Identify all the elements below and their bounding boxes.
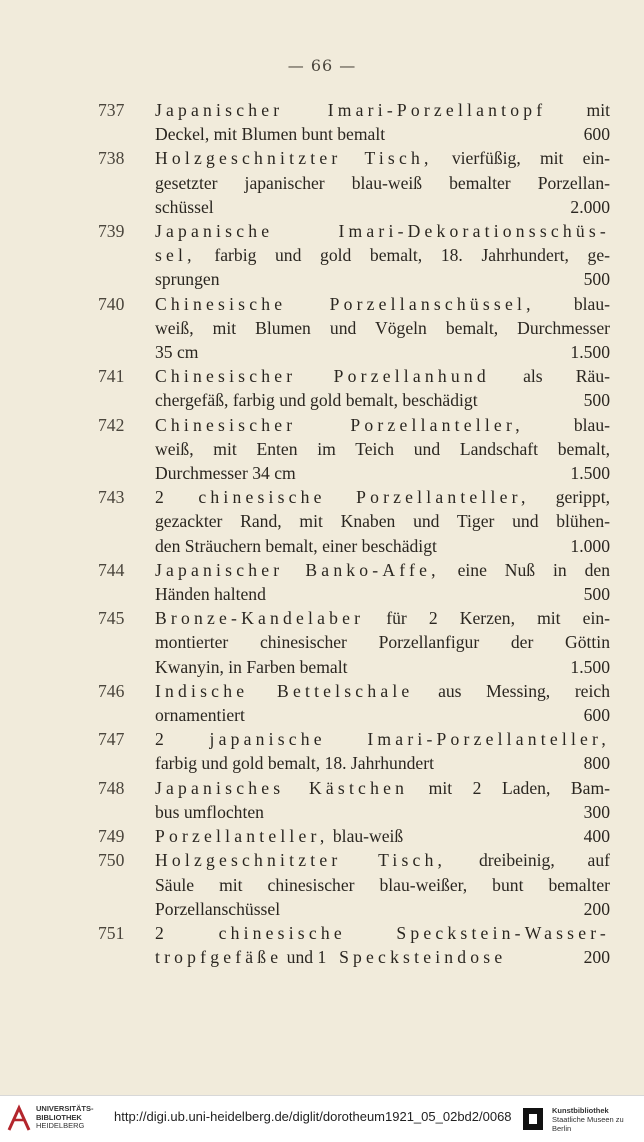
line-text [155, 897, 280, 921]
lot-price: 500 [583, 390, 610, 411]
item-title: Japanischer Imari-Porzellantopf [155, 100, 547, 120]
description-line [155, 171, 610, 195]
line-text [155, 632, 610, 652]
line-text [155, 534, 437, 558]
line-text [155, 294, 610, 314]
lot-price: 1.500 [570, 342, 610, 363]
line-text [155, 173, 610, 193]
lot-number: 749 [98, 826, 125, 847]
description-line [155, 582, 610, 606]
lot-number: 743 [98, 487, 125, 508]
catalog-entry [98, 558, 610, 606]
lot-price: 400 [583, 826, 610, 847]
item-text: den Sträuchern bemalt, einer beschädigt [155, 535, 437, 556]
lot-price: 500 [583, 584, 610, 605]
description-line [155, 509, 610, 533]
line-text [155, 655, 348, 679]
catalog-entry [98, 364, 610, 412]
line-text [155, 340, 199, 364]
item-title: Chinesischer Porzellanhund [155, 366, 490, 387]
item-text: blau-weiß [328, 826, 404, 847]
item-text: farbig und gold bemalt, 18. Jahrhundert, ge- [195, 245, 610, 266]
item-title: Indische Bettelschale [155, 680, 414, 701]
lot-description [155, 146, 610, 219]
line-text [155, 318, 610, 338]
lot-description [155, 219, 610, 292]
catalog-entry [98, 606, 610, 679]
catalog-entry [98, 485, 610, 558]
kb-line-1: Kunstbibliothek [552, 1106, 609, 1115]
lot-number: 742 [98, 414, 125, 435]
catalog-entry [98, 921, 610, 969]
lot-price: 1.500 [570, 463, 610, 484]
item-title: Bronze-Kandelaber [155, 608, 365, 629]
description-line [155, 219, 610, 243]
source-url-link[interactable]: http://digi.ub.uni-heidelberg.de/diglit/dorotheum1921_05_02bd2/0068 [114, 1109, 512, 1124]
university-library-name [36, 1105, 94, 1131]
item-title: 1 Specksteindose [317, 947, 507, 968]
line-text [155, 778, 610, 798]
item-title: Holzgeschnitzter Tisch, [155, 148, 433, 169]
item-title: sel, [155, 245, 196, 266]
description-line [155, 292, 610, 316]
lot-number: 737 [98, 100, 125, 120]
kunstbibliothek-name [552, 1106, 644, 1133]
line-text [155, 850, 610, 870]
catalog-entry [98, 219, 610, 292]
description-line [155, 316, 610, 340]
line-text [155, 439, 610, 459]
item-title: Holzgeschnitzter Tisch, [155, 850, 447, 871]
item-title: Japanischer Banko-Affe, [155, 559, 440, 580]
description-line [155, 534, 610, 558]
lot-price: 500 [583, 269, 610, 290]
description-line [155, 413, 610, 437]
item-title: 2 chinesische Porzellanteller, [155, 487, 530, 508]
description-line [155, 122, 610, 146]
description-line [155, 340, 610, 364]
footer-bar [0, 1095, 644, 1142]
description-line [155, 98, 610, 122]
description-line [155, 776, 610, 800]
description-line [155, 945, 610, 969]
page-number: — 66 — [287, 56, 357, 75]
catalog-entry [98, 292, 610, 365]
lot-description [155, 364, 610, 412]
item-text: gezackter Rand, mit Knaben und Tiger und blühen- [155, 511, 610, 532]
line-text [155, 221, 610, 241]
line-text [155, 461, 296, 485]
item-text: sprungen [155, 269, 220, 290]
lot-number: 744 [98, 559, 125, 580]
description-line [155, 267, 610, 291]
line-text [155, 267, 220, 291]
description-line [155, 751, 610, 775]
lot-price: 300 [583, 801, 610, 822]
description-line [155, 921, 610, 945]
ub-line-3: HEIDELBERG [36, 1121, 85, 1131]
line-text [155, 824, 403, 848]
ub-line-2: BIBLIOTHEK [36, 1112, 82, 1122]
description-line [155, 364, 610, 388]
item-title: Japanisches Kästchen [155, 777, 409, 798]
item-text: bus umflochten [155, 801, 264, 822]
line-text [155, 582, 266, 606]
item-title: tropfgefäße [155, 947, 283, 968]
line-text [155, 729, 610, 749]
lot-description [155, 776, 610, 824]
item-text: weiß, mit Enten im Teich und Landschaft bemalt, [155, 438, 610, 459]
lot-number: 738 [98, 148, 125, 169]
item-text: 35 cm [155, 342, 199, 363]
item-text: gesetzter japanischer blau-weiß bemalter Porzellan- [155, 172, 610, 193]
lot-description [155, 727, 610, 775]
lot-number: 750 [98, 850, 125, 871]
lot-description [155, 921, 610, 969]
catalog-entry [98, 824, 610, 848]
item-text: Händen haltend [155, 584, 266, 605]
lot-number: 748 [98, 777, 125, 798]
item-text: gerippt, [529, 487, 610, 508]
catalog-entry [98, 848, 610, 921]
line-text [155, 751, 434, 775]
lot-number: 741 [98, 366, 125, 387]
lot-number: 746 [98, 680, 125, 701]
lot-number: 740 [98, 293, 125, 314]
lot-description [155, 413, 610, 486]
lot-description [155, 98, 610, 146]
line-text [155, 122, 385, 146]
line-text [155, 148, 610, 168]
line-text [155, 195, 214, 219]
item-title: Porzellanteller, [155, 826, 329, 847]
catalog-entry [98, 679, 610, 727]
line-text [155, 800, 264, 824]
lot-price: 200 [583, 947, 610, 968]
description-line [155, 485, 610, 509]
line-text [155, 608, 610, 628]
item-text: farbig und gold bemalt, 18. Jahrhundert [155, 753, 434, 774]
item-title: Chinesische Porzellanschüssel, [155, 293, 535, 314]
lot-number: 751 [98, 922, 125, 943]
description-line [155, 727, 610, 751]
lot-description [155, 824, 610, 848]
item-text: weiß, mit Blumen und Vögeln bemalt, Durchmesser [155, 317, 610, 338]
line-text [155, 366, 610, 386]
description-line [155, 146, 610, 170]
item-text: als Räu- [489, 366, 610, 387]
item-text: dreibeinig, auf [446, 850, 610, 871]
line-text [155, 945, 506, 969]
description-line [155, 388, 610, 412]
lot-price: 600 [583, 705, 610, 726]
lot-description [155, 679, 610, 727]
kb-line-2: Staatliche Museen zu Berlin [552, 1115, 624, 1133]
lot-price: 1.000 [570, 535, 610, 556]
description-line [155, 897, 610, 921]
catalog-entry [98, 146, 610, 219]
line-text [155, 923, 610, 943]
item-title: Japanische Imari-Dekorationsschüs- [155, 221, 610, 242]
catalog-entry [98, 776, 610, 824]
item-title: 2 japanische Imari-Porzellanteller, [155, 729, 610, 750]
description-line [155, 679, 610, 703]
lot-price: 200 [583, 898, 610, 919]
description-line [155, 243, 610, 267]
item-text: mit [546, 100, 610, 120]
item-text: mit 2 Laden, Bam- [408, 777, 610, 798]
lot-description [155, 558, 610, 606]
catalog-entry [98, 98, 610, 146]
item-title: Chinesischer Porzellanteller, [155, 414, 524, 435]
description-line [155, 630, 610, 654]
item-text: eine Nuß in den [439, 559, 610, 580]
university-library-logo-icon [6, 1104, 32, 1134]
line-text [155, 100, 610, 120]
item-text: Porzellanschüssel [155, 898, 281, 919]
catalog-entry [98, 413, 610, 486]
lot-description [155, 485, 610, 558]
item-text: montierter chinesischer Porzellanfigur der Göttin [155, 632, 610, 653]
item-text: chergefäß, farbig und gold bemalt, beschädigt [155, 390, 478, 411]
description-line [155, 800, 610, 824]
catalog-entry [98, 727, 610, 775]
item-text: schüssel [155, 196, 214, 217]
line-text [155, 245, 610, 265]
lot-description [155, 606, 610, 679]
lot-number: 739 [98, 221, 125, 242]
item-title: 2 chinesische Speckstein-Wasser- [155, 922, 610, 943]
kunstbibliothek-logo-icon [520, 1105, 546, 1133]
description-line [155, 655, 610, 679]
lot-description [155, 292, 610, 365]
item-text: Säule mit chinesischer blau-weißer, bunt bemalter [155, 874, 610, 895]
description-line [155, 703, 610, 727]
item-text: Deckel, mit Blumen bunt bemalt [155, 124, 386, 145]
line-text [155, 511, 610, 531]
lot-price: 600 [583, 124, 610, 145]
item-text: für 2 Kerzen, mit ein- [364, 608, 610, 629]
description-line [155, 848, 610, 872]
lot-number: 745 [98, 608, 125, 629]
line-text [155, 388, 478, 412]
lot-number: 747 [98, 729, 125, 750]
item-text: und [282, 947, 318, 968]
lot-description [155, 848, 610, 921]
line-text [155, 681, 610, 701]
item-text: aus Messing, reich [413, 680, 610, 701]
line-text [155, 487, 610, 507]
description-line [155, 558, 610, 582]
description-line [155, 606, 610, 630]
item-text: Durchmesser 34 cm [155, 463, 296, 484]
description-line [155, 195, 610, 219]
catalog-entries [98, 98, 610, 969]
description-line [155, 437, 610, 461]
item-text: Kwanyin, in Farben bemalt [155, 656, 348, 677]
line-text [155, 415, 610, 435]
description-line [155, 461, 610, 485]
line-text [155, 560, 610, 580]
line-text [155, 875, 610, 895]
line-text [155, 703, 245, 727]
description-line [155, 824, 610, 848]
lot-price: 800 [583, 753, 610, 774]
item-text: blau- [523, 414, 610, 435]
lot-price: 1.500 [570, 656, 610, 677]
lot-price: 2.000 [570, 196, 610, 217]
item-text: vierfüßig, mit ein- [432, 148, 610, 169]
item-text: ornamentiert [155, 705, 245, 726]
description-line [155, 873, 610, 897]
ub-line-1: UNIVERSITÄTS- [36, 1104, 94, 1113]
item-text: blau- [534, 293, 610, 314]
